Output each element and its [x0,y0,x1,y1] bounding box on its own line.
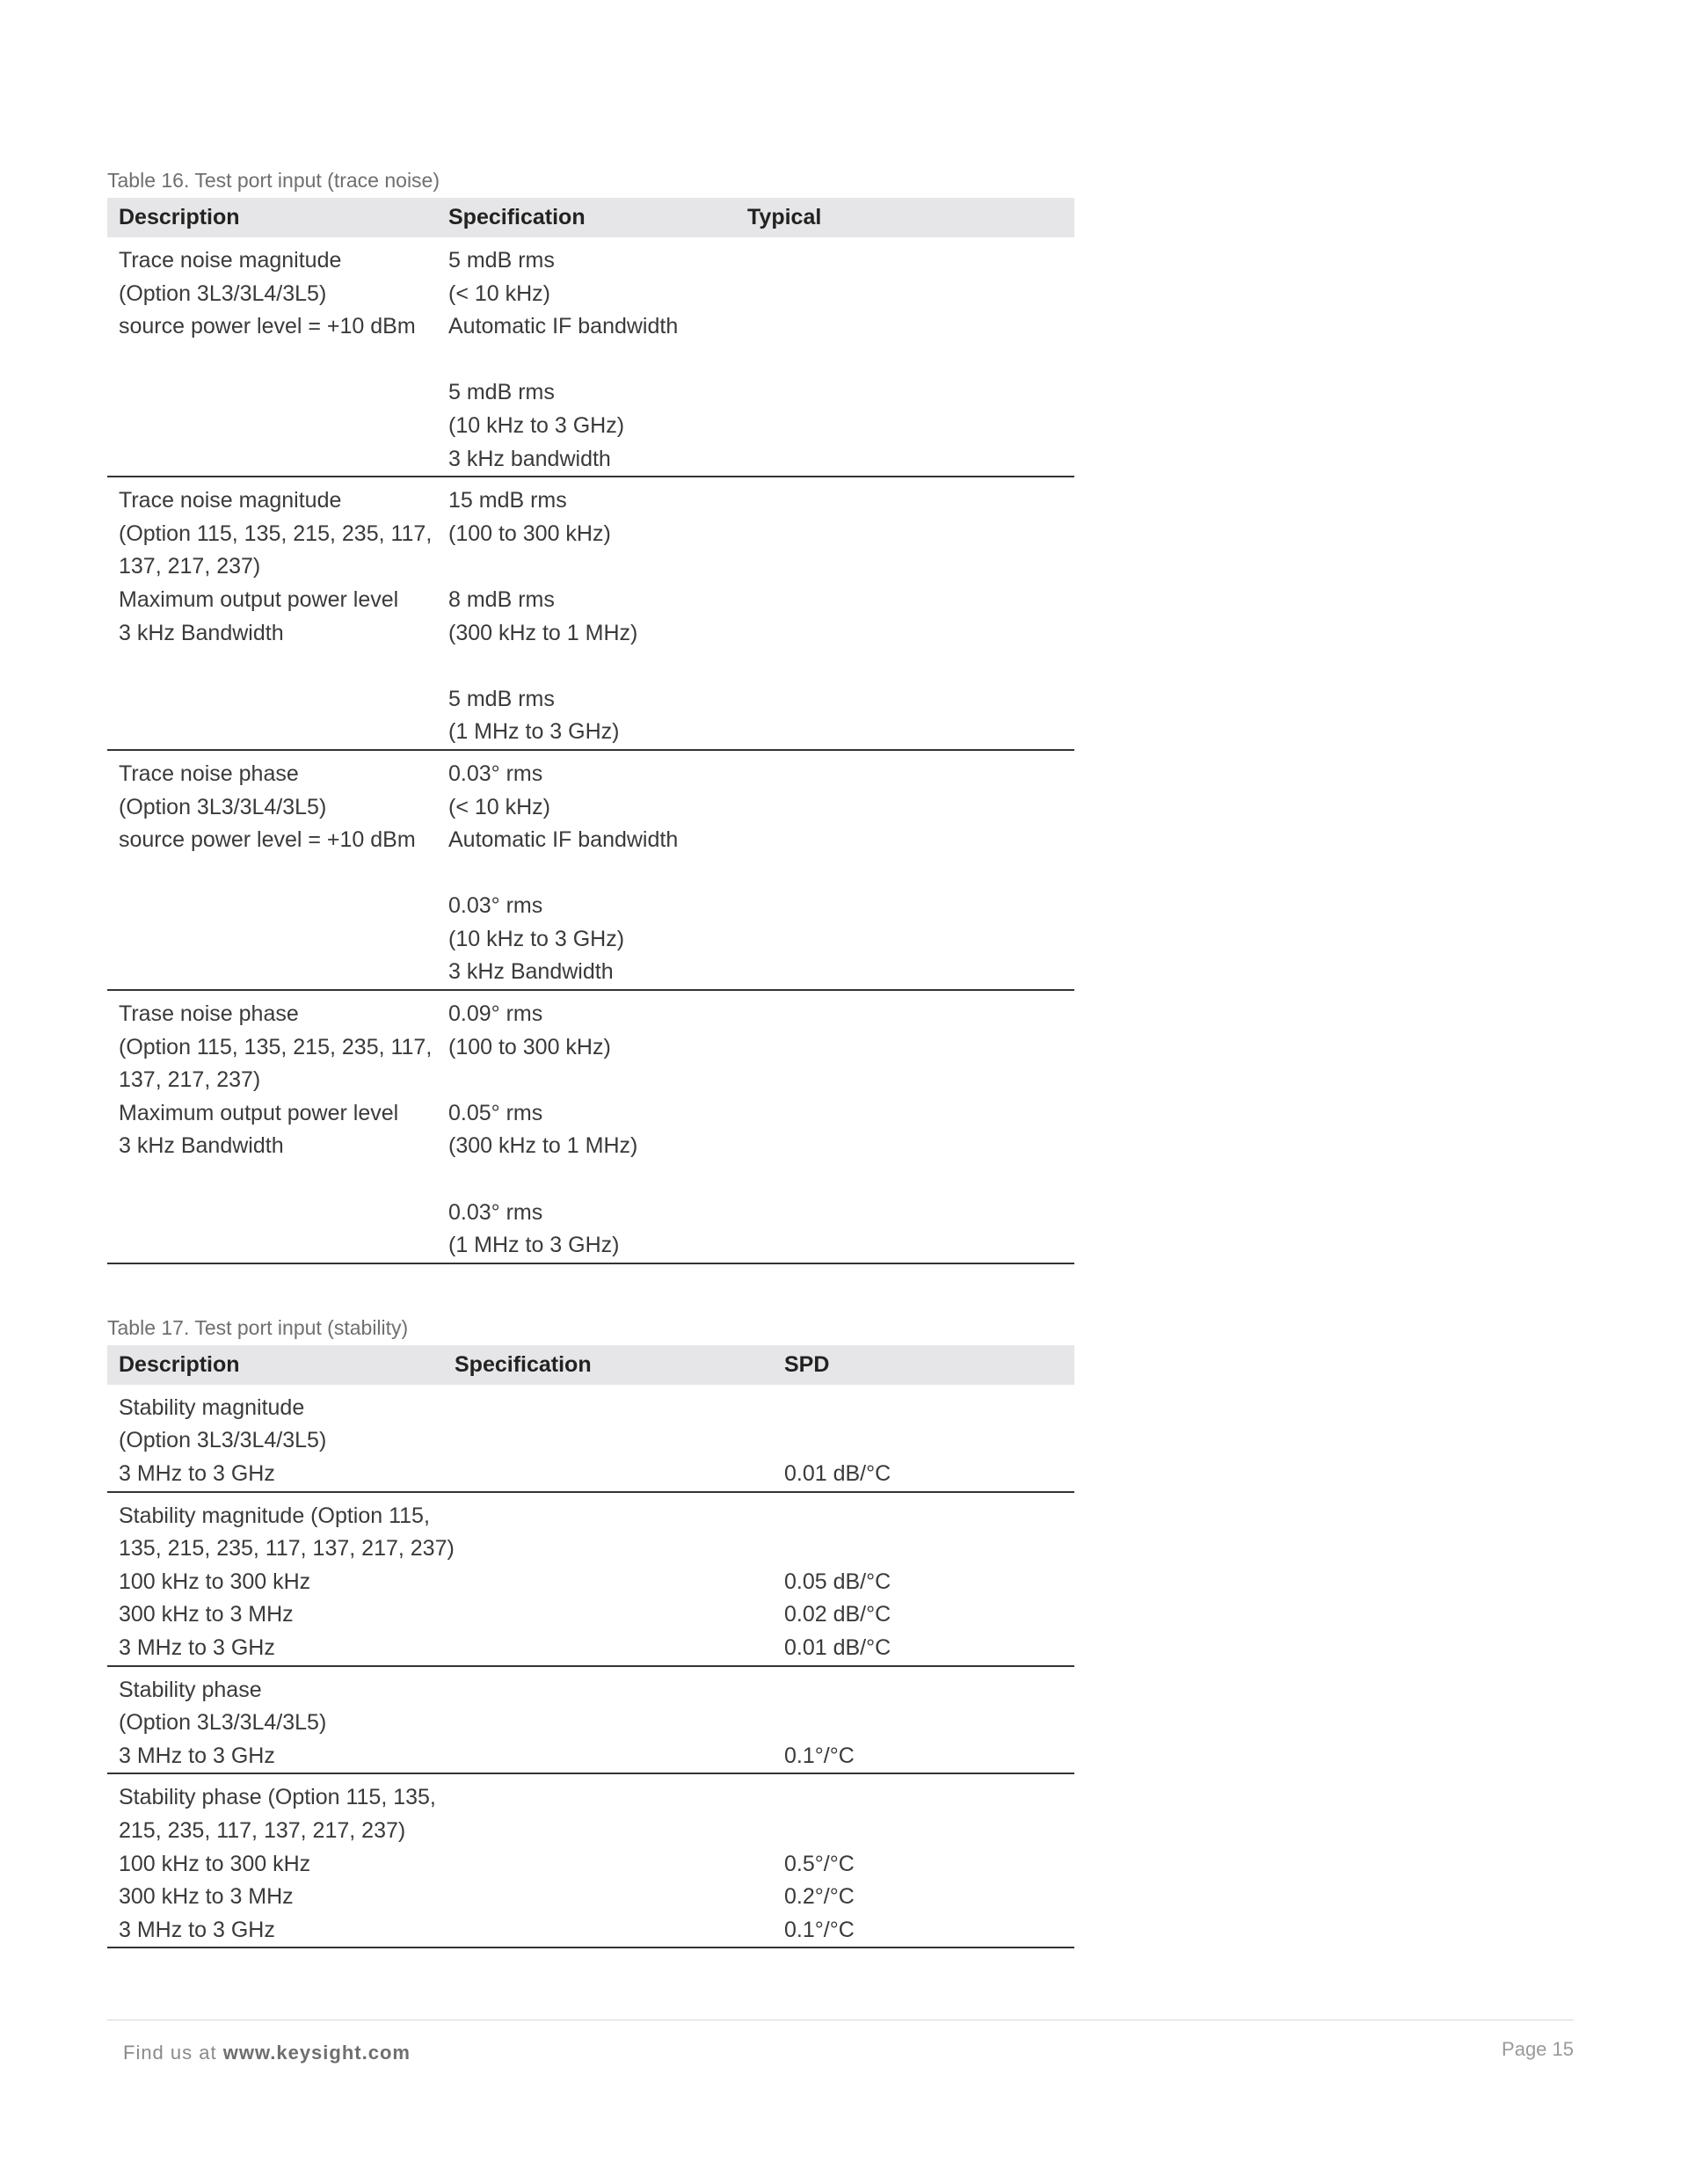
typ-cell [747,244,1074,476]
specification-cell [448,998,747,1263]
cell-line: 0.03° rms [448,761,543,786]
description-cell [107,244,448,476]
cell-line: 3 MHz to 3 GHz [119,1743,275,1768]
cell-line: 137, 217, 237) [119,554,261,579]
typ-cell [747,758,1074,989]
cell-line: source power level = +10 dBm [119,314,416,339]
cell-line [784,1674,1074,1707]
cell-line: 15 mdB rms [448,488,567,513]
specification-cell [455,1781,784,1947]
table-17 [107,1345,1074,1949]
cell-line: Trace noise magnitude [119,248,342,273]
cell-line: Automatic IF bandwidth [448,314,679,339]
cell-line: (Option 3L3/3L4/3L5) [119,280,327,306]
specification-cell [455,1500,784,1665]
table-16-body [107,237,1074,1264]
cell-line: Stability magnitude [119,1394,305,1420]
spd-cell [784,1500,1074,1665]
cell-line: 5 mdB rms [448,248,555,273]
cell-line: 0.05° rms [448,1100,543,1125]
cell-line [448,550,747,584]
header-typical: Typical [747,205,822,229]
cell-line: (Option 115, 135, 215, 235, 117, [119,1034,433,1059]
cell-line: 0.03° rms [448,1199,543,1225]
table-row [107,1385,1074,1493]
cell-line: 3 kHz Bandwidth [448,959,614,985]
footer-website-link[interactable]: www.keysight.com [222,2042,411,2064]
table-row [107,991,1074,1264]
page-number: Page 15 [1502,2038,1574,2060]
cell-line: (< 10 kHz) [448,280,551,306]
cell-line: 0.03° rms [448,893,543,919]
description-cell [107,1392,455,1491]
cell-line: 3 MHz to 3 GHz [119,1461,275,1486]
cell-line: (100 to 300 kHz) [448,1034,611,1059]
header-description: Description [119,1351,240,1377]
cell-line: 0.5°/°C [784,1851,855,1876]
cell-line: (1 MHz to 3 GHz) [448,719,620,745]
cell-line: Trase noise phase [119,1001,299,1027]
cell-line [784,1532,1074,1566]
specification-cell [448,758,747,989]
spd-cell [784,1674,1074,1773]
spd-cell [784,1781,1074,1947]
cell-line: 5 mdB rms [448,686,555,711]
cell-line: (< 10 kHz) [448,794,551,819]
table-17-body [107,1385,1074,1949]
cell-line: 137, 217, 237) [119,1067,261,1093]
description-cell [107,998,448,1263]
cell-line: (Option 3L3/3L4/3L5) [119,1710,327,1736]
cell-line: 215, 235, 117, 137, 217, 237) [119,1817,406,1843]
cell-line: Trace noise phase [119,761,299,786]
cell-line: Automatic IF bandwidth [448,827,679,853]
cell-line [448,344,747,377]
cell-line: (Option 3L3/3L4/3L5) [119,794,327,819]
cell-line: 3 kHz Bandwidth [119,620,284,645]
table-row [107,1774,1074,1948]
cell-line [784,1815,1074,1848]
table-16-caption: Table 16. Test port input (trace noise) [107,169,440,192]
cell-line [784,1707,1074,1740]
table-17-header [107,1345,1074,1385]
cell-line: 0.05 dB/°C [784,1569,891,1594]
cell-line: 0.09° rms [448,1001,543,1027]
description-cell [107,1500,455,1665]
table-16 [107,198,1074,1264]
cell-line: 135, 215, 235, 117, 137, 217, 237) [119,1536,455,1562]
cell-line: (300 kHz to 1 MHz) [448,620,638,645]
cell-line: Stability magnitude (Option 115, [119,1503,430,1528]
spd-cell [784,1392,1074,1491]
document-page [107,0,1074,1948]
cell-line: 3 kHz Bandwidth [119,1133,284,1159]
cell-line: Trace noise magnitude [119,488,342,513]
table-row [107,751,1074,991]
cell-line: (10 kHz to 3 GHz) [448,926,625,951]
cell-line: 0.02 dB/°C [784,1602,891,1627]
cell-line: 0.1°/°C [784,1917,855,1942]
cell-line [784,1500,1074,1533]
table-row [107,237,1074,477]
description-cell [107,758,448,989]
cell-line: (1 MHz to 3 GHz) [448,1233,620,1258]
cell-line: Stability phase [119,1677,262,1702]
cell-line: Stability phase (Option 115, 135, [119,1785,436,1810]
cell-line [448,650,747,683]
footer-find-prefix: Find us at [123,2042,223,2064]
cell-line: 300 kHz to 3 MHz [119,1602,294,1627]
cell-line: (10 kHz to 3 GHz) [448,412,625,438]
cell-line: 3 MHz to 3 GHz [119,1634,275,1660]
cell-line [448,1064,747,1097]
description-cell [107,1674,455,1773]
cell-line: 100 kHz to 300 kHz [119,1569,311,1594]
table-row [107,1667,1074,1775]
cell-line: 5 mdB rms [448,380,555,405]
specification-cell [448,244,747,476]
specification-cell [448,484,747,749]
table-row [107,477,1074,751]
cell-line [784,1424,1074,1458]
cell-line: Maximum output power level [119,1100,399,1125]
header-specification: Specification [448,205,586,229]
cell-line: 8 mdB rms [448,586,555,612]
cell-line [784,1392,1074,1425]
cell-line [784,1781,1074,1815]
cell-line: 0.1°/°C [784,1743,855,1768]
header-specification: Specification [455,1351,592,1377]
table-row [107,1493,1074,1667]
description-cell [107,1781,455,1947]
footer-find-us [123,2042,411,2064]
typ-cell [747,998,1074,1263]
cell-line: (300 kHz to 1 MHz) [448,1133,638,1159]
table-17-caption: Table 17. Test port input (stability) [107,1315,409,1339]
cell-line: Maximum output power level [119,586,399,612]
cell-line: 100 kHz to 300 kHz [119,1851,311,1876]
cell-line: (100 to 300 kHz) [448,521,611,546]
cell-line [448,1163,747,1197]
description-cell [107,484,448,749]
cell-line: 300 kHz to 3 MHz [119,1884,294,1910]
specification-cell [455,1392,784,1491]
typ-cell [747,484,1074,749]
header-spd: SPD [784,1351,830,1377]
specification-cell [455,1674,784,1773]
table-16-header [107,198,1074,237]
cell-line: 0.01 dB/°C [784,1461,891,1486]
cell-line: 0.01 dB/°C [784,1634,891,1660]
cell-line [448,857,747,891]
cell-line: 0.2°/°C [784,1884,855,1910]
cell-line: (Option 3L3/3L4/3L5) [119,1428,327,1453]
cell-line: source power level = +10 dBm [119,827,416,853]
cell-line: 3 MHz to 3 GHz [119,1917,275,1942]
header-description: Description [119,205,240,229]
cell-line: (Option 115, 135, 215, 235, 117, [119,521,433,546]
cell-line: 3 kHz bandwidth [448,446,611,471]
